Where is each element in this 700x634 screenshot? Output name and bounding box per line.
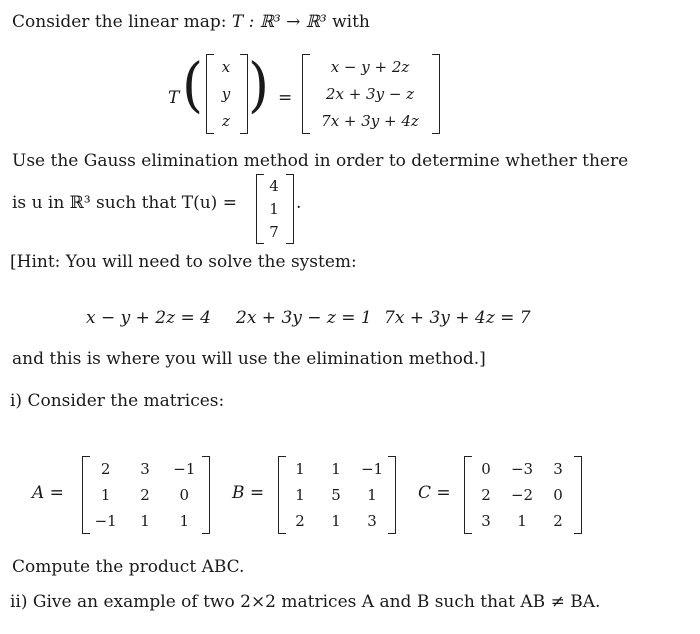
question-period: . <box>296 193 302 213</box>
left-paren: ( <box>182 49 204 120</box>
input-vector <box>206 54 246 134</box>
hint-closing: and this is where you will use the elimination method.] <box>12 349 486 369</box>
matrix-a-cell: 1 <box>100 486 111 504</box>
matrix-c-cell: 0 <box>481 460 491 478</box>
matrix-c-cell: −3 <box>510 460 534 478</box>
input-x: x <box>221 58 231 77</box>
matrix-a-cell: 2 <box>100 460 111 478</box>
matrix-a-cell: 2 <box>140 486 150 504</box>
matrix-c-cell: 3 <box>553 460 563 478</box>
matrix-c-label: C = <box>418 483 451 503</box>
matrix-a-cell: −1 <box>94 512 117 530</box>
target-3: 7 <box>269 223 279 242</box>
matrix-b-cell: 2 <box>295 512 305 530</box>
part-ii-text: ii) Give an example of two 2×2 matrices A and B such that AB ≠ BA. <box>10 592 601 612</box>
output-vector <box>302 54 438 134</box>
matrix-b-cell: 1 <box>295 460 305 478</box>
part-i-task: Compute the product ABC. <box>12 557 245 577</box>
matrix-c-cell: 0 <box>553 486 563 504</box>
matrix-b-cell: 1 <box>331 460 341 478</box>
map-signature: T : ℝ³ → ℝ³ <box>231 12 327 32</box>
matrix-b-cell: 1 <box>295 486 305 504</box>
matrix-b-cell: 5 <box>331 486 341 504</box>
matrix-a <box>86 456 204 534</box>
target-vector <box>256 174 292 244</box>
matrix-a-cell: 3 <box>140 460 150 478</box>
equation-2: 2x + 3y − z = 1 <box>236 308 372 328</box>
intro-with: with <box>332 12 370 32</box>
part-i-intro: i) Consider the matrices: <box>10 391 225 411</box>
intro-line <box>12 12 370 32</box>
right-paren: ) <box>248 49 270 120</box>
hint-intro: [Hint: You will need to solve the system: <box>10 252 357 272</box>
function-name: T <box>168 88 180 108</box>
equation-1: x − y + 2z = 4 <box>86 308 211 328</box>
output-row-3: 7x + 3y + 4z <box>321 111 419 130</box>
matrix-a-label: A = <box>32 483 64 503</box>
matrix-c-cell: −2 <box>510 486 534 504</box>
intro-text: Consider the linear map: <box>12 12 227 32</box>
matrix-a-cell: −1 <box>173 460 196 478</box>
output-row-2: 2x + 3y − z <box>325 84 415 103</box>
matrix-a-cell: 0 <box>179 486 190 504</box>
target-1: 4 <box>269 176 279 195</box>
input-y: y <box>221 84 231 103</box>
output-row-1: x − y + 2z <box>330 58 410 77</box>
matrix-b-label: B = <box>232 483 265 503</box>
equation-3: 7x + 3y + 4z = 7 <box>384 308 531 328</box>
matrix-b-cell: 1 <box>331 512 341 530</box>
matrix-c-cell: 2 <box>481 486 491 504</box>
matrix-c-cell: 3 <box>481 512 491 530</box>
matrix-b-cell: 1 <box>367 486 377 504</box>
question-line-2-start: is u in ℝ³ such that T(u) = <box>12 193 237 213</box>
matrix-b-cell: 3 <box>367 512 377 530</box>
matrix-c-cell: 1 <box>517 512 527 530</box>
question-line-1: Use the Gauss elimination method in order to determine whether there <box>12 151 629 171</box>
matrix-a-cell: 1 <box>179 512 190 530</box>
target-2: 1 <box>269 199 279 218</box>
input-z: z <box>222 111 230 130</box>
matrix-a-cell: 1 <box>140 512 150 530</box>
matrix-b-cell: −1 <box>360 460 384 478</box>
definition-equals: = <box>278 88 293 108</box>
matrix-c-cell: 2 <box>553 512 563 530</box>
matrix-c <box>468 456 576 534</box>
matrix-b <box>282 456 390 534</box>
